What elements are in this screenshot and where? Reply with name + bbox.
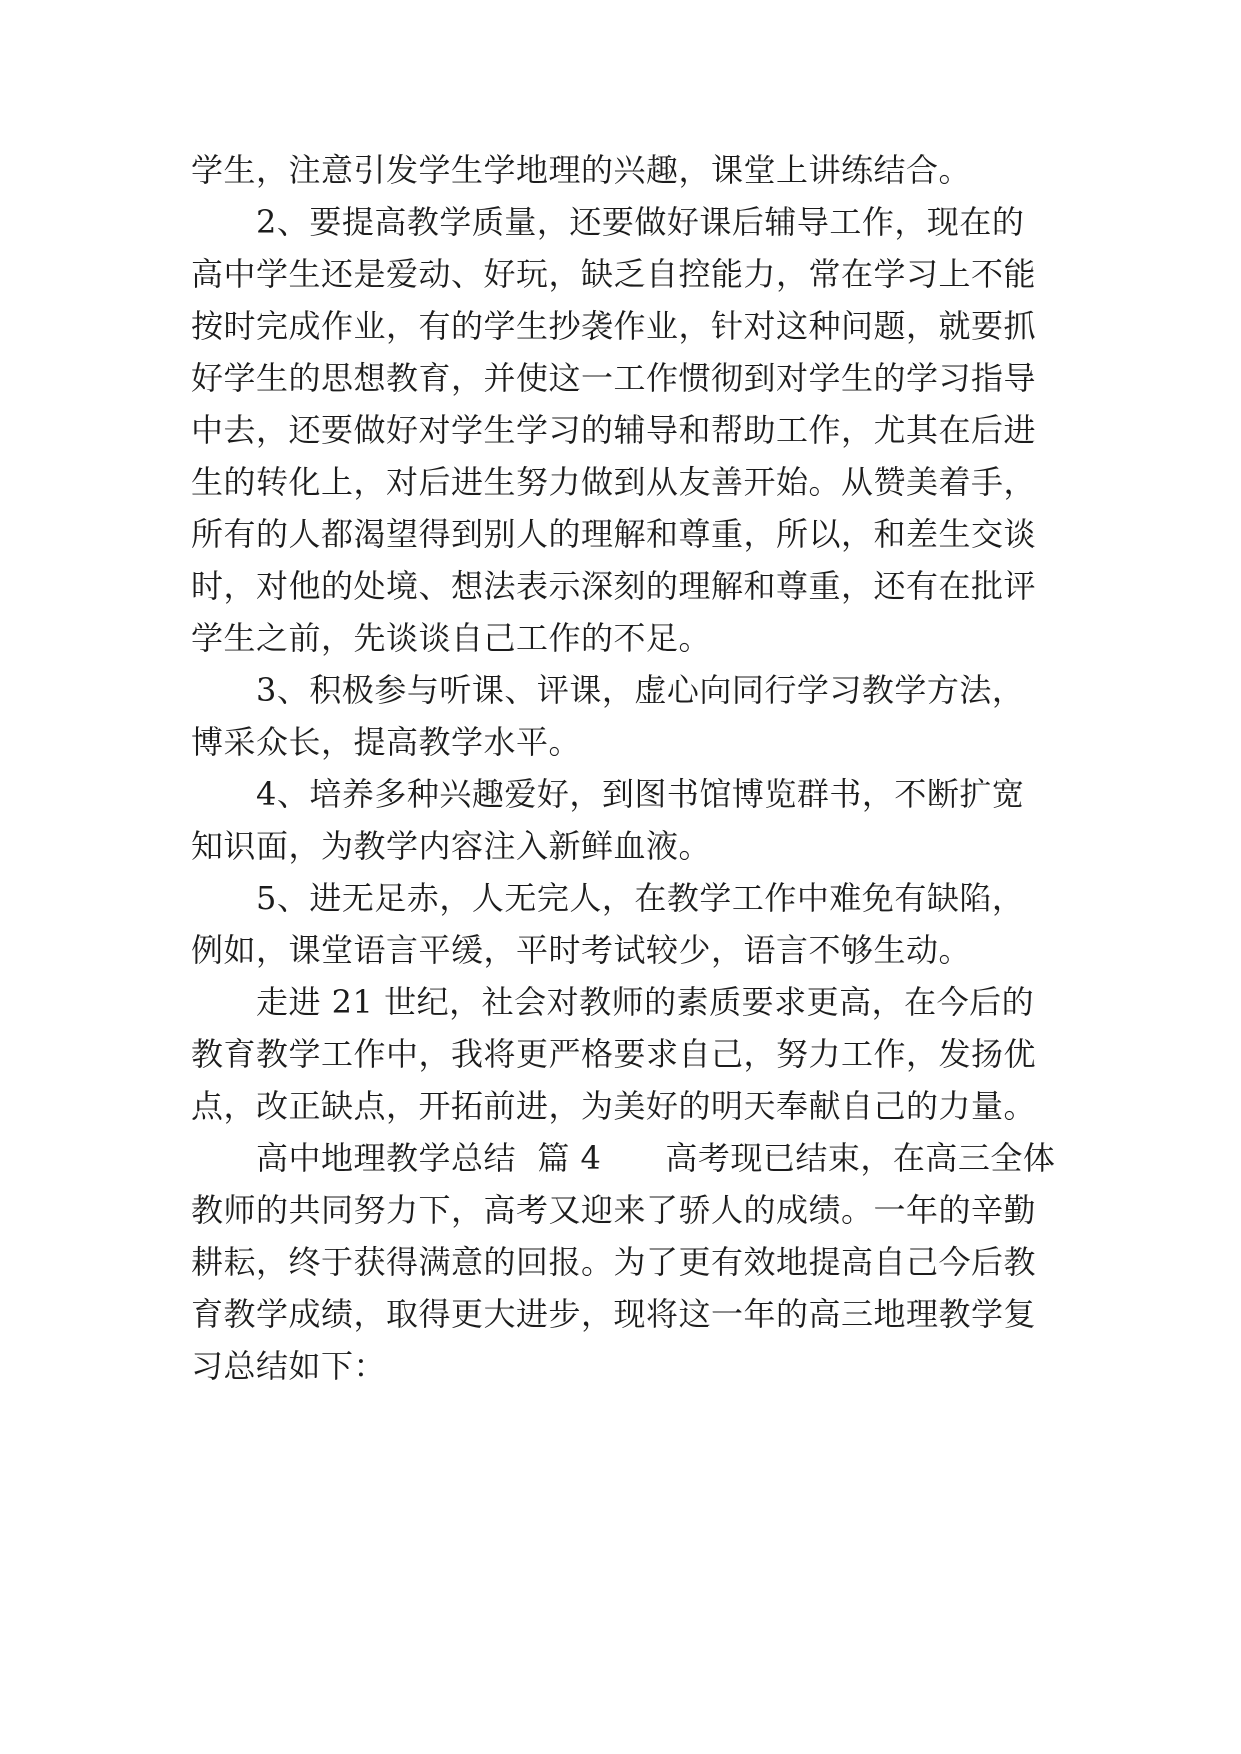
text-line: 高中学生还是爱动、好玩，缺乏自控能力，常在学习上不能 (191, 255, 1037, 293)
text-line: 所有的人都渴望得到别人的理解和尊重，所以，和差生交谈 (191, 515, 1037, 553)
text-line: 2、要提高教学质量，还要做好课后辅导工作，现在的 (256, 203, 1025, 241)
text-line: 耕耘，终于获得满意的回报。为了更有效地提高自己今后教 (191, 1243, 1037, 1281)
text-line: 5、进无足赤，人无完人，在教学工作中难免有缺陷， (256, 879, 1025, 917)
text-line: 中去，还要做好对学生学习的辅导和帮助工作，尤其在后进 (191, 411, 1037, 449)
text-line: 学生之前，先谈谈自己工作的不足。 (191, 619, 712, 657)
text-line: 好学生的思想教育，并使这一工作惯彻到对学生的学习指导 (191, 359, 1037, 397)
text-line: 按时完成作业，有的学生抄袭作业，针对这种问题，就要抓 (191, 307, 1037, 345)
text-line: 走进 21 世纪，社会对教师的素质要求更高，在今后的 (256, 983, 1035, 1021)
text-line: 习总结如下： (191, 1347, 387, 1385)
text-line: 例如，课堂语言平缓，平时考试较少，语言不够生动。 (191, 931, 972, 969)
text-line: 点，改正缺点，开拓前进，为美好的明天奉献自己的力量。 (191, 1087, 1037, 1125)
text-line: 育教学成绩，取得更大进步，现将这一年的高三地理教学复 (191, 1295, 1037, 1333)
text-line: 教育教学工作中，我将更严格要求自己，努力工作，发扬优 (191, 1035, 1037, 1073)
text-line: 4、培养多种兴趣爱好，到图书馆博览群书，不断扩宽 (256, 775, 1025, 813)
text-line: 教师的共同努力下，高考又迎来了骄人的成绩。一年的辛勤 (191, 1191, 1037, 1229)
text-line: 3、积极参与听课、评课，虚心向同行学习教学方法， (256, 671, 1025, 709)
text-line: 博采众长，提高教学水平。 (191, 723, 582, 761)
section-heading-line: 高中地理教学总结 篇 4 高考现已结束，在高三全体 (256, 1139, 1056, 1177)
text-line: 生的转化上，对后进生努力做到从友善开始。从赞美着手， (191, 463, 1037, 501)
text-line: 学生，注意引发学生学地理的兴趣，课堂上讲练结合。 (191, 151, 972, 189)
text-line: 知识面，为教学内容注入新鲜血液。 (191, 827, 712, 865)
text-line: 时，对他的处境、想法表示深刻的理解和尊重，还有在批评 (191, 567, 1037, 605)
